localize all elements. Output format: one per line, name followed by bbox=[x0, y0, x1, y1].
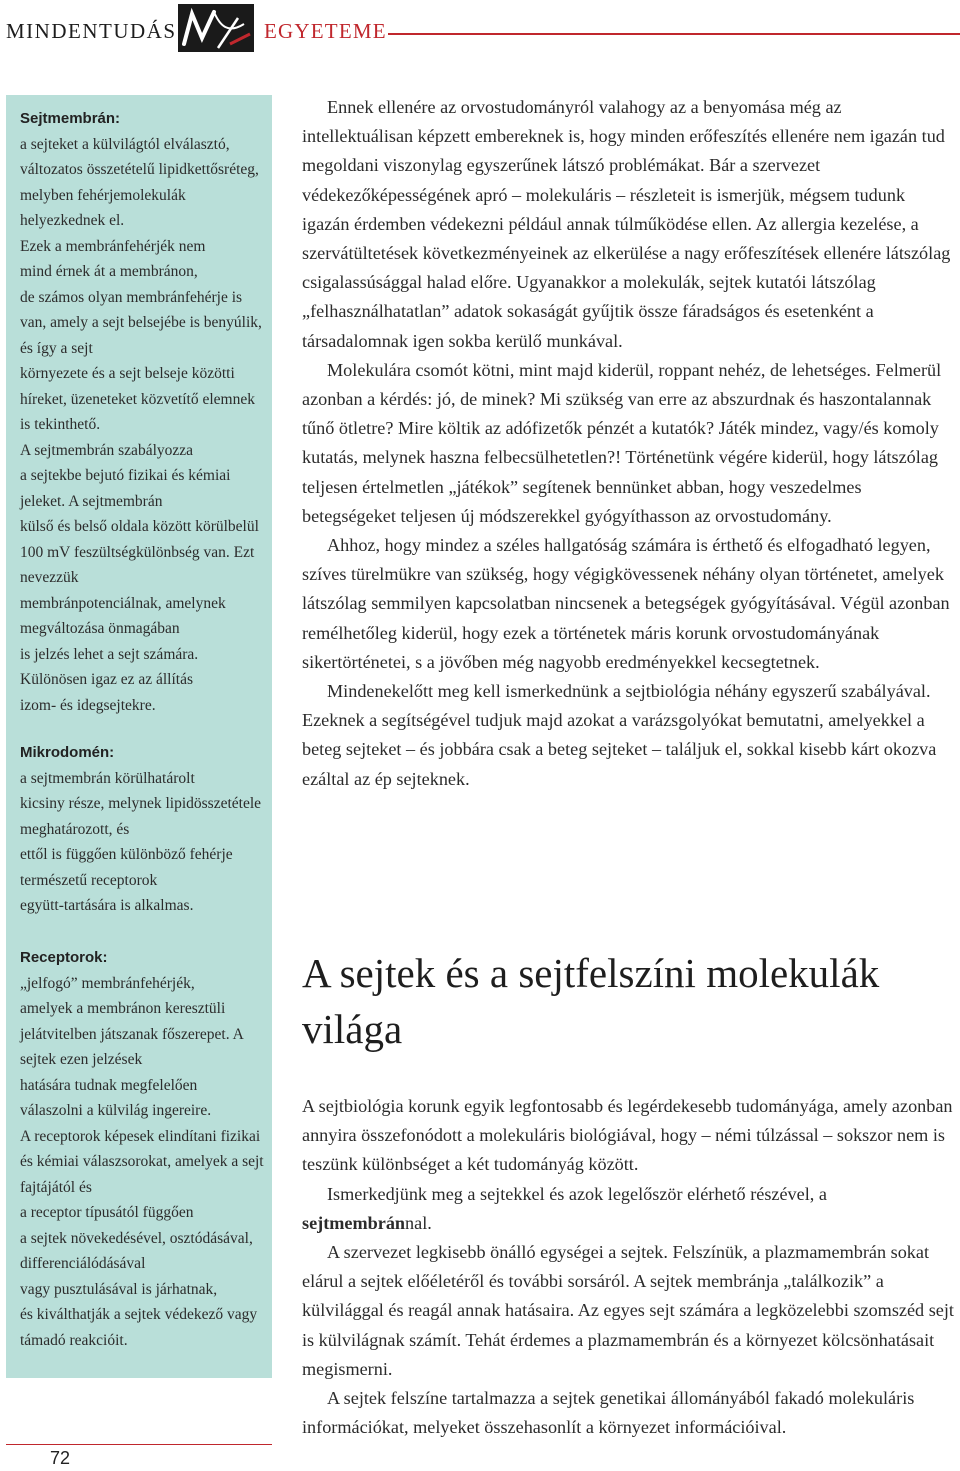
glossary-entry-mikrodomen bbox=[20, 740, 264, 919]
main-text-bottom bbox=[302, 1092, 956, 1442]
glossary-term: Sejtmembrán: bbox=[20, 110, 121, 127]
page-number: 72 bbox=[50, 1448, 71, 1468]
glossary-entry-receptorok bbox=[20, 945, 264, 1353]
glossary-entry-sejtmembran bbox=[20, 106, 264, 718]
body-paragraph: Ennek ellenére az orvostudományról valahogy az a benyomása még az intellektuálisan képzett embereknek is, hogy minden erőfeszítés ellenére nem igazán tud megoldani viszonylag egyszerűnek látszó problémákat. Bár a szervezet védekezőképességének apró – molekuláris – részleteit is ismerjük, mégsem tudunk igazán érdemben védekezni például annak túlműködése ellen. Az allergia kezelése, a szervátültetések következményeinek az elkerülése a nagy erőfeszítések ellenére látszólag csigalassúsággal halad előre. Ugyanakkor a molekulák, sejtek kutatói látszólag „felhasználhatatlan” adatok sokaságát gyűjtik össze fáradságos és esetenként a társadalomnak igen sokba kerülő munkával. bbox=[302, 97, 951, 351]
glossary-sidebar bbox=[6, 95, 272, 1378]
brand-right: EGYETEME bbox=[264, 19, 387, 43]
glossary-definition: a sejtmembrán körülhatárolt kicsiny része, melynek lipidösszetétele meghatározott, és ettől is függően különböző fehérje természetű receptorok együtt-tartására is alkalmas. bbox=[20, 769, 262, 914]
body-paragraph: A sejtbiológia korunk egyik legfontosabb és legérdekesebb tudományága, amely azonban annyira összefonódott a molekuláris biológiával, hogy – némi túlzással – sokszor nem is teszünk különbséget a két tudományág között. bbox=[302, 1096, 953, 1175]
body-paragraph: Mindenekelőtt meg kell ismerkednünk a sejtbiológia néhány egyszerű szabályával. Ezeknek a segítségével tudjuk majd azokat a varázsgolyókat bemutatni, amelyekkel a beteg sejteket – és jobbára csak a beteg sejteket – találjuk el, sokkal kisebb kárt okozva ezáltal az ép sejteknek. bbox=[302, 681, 937, 789]
main-text-top bbox=[302, 93, 956, 794]
page-header bbox=[0, 0, 960, 62]
glossary-term: Mikrodomén: bbox=[20, 744, 115, 761]
body-paragraph: A szervezet legkisebb önálló egységei a sejtek. Felszínük, a plazmamembrán sokat elárul a sejtek előéletéről és további sorsáról. A sejtek membránja „találkozik” a külvilággal és reagál annak hatásaira. Az egyes sejt számára a legközelebbi szomszéd sejt is külvilágnak számít. Tehát érdemes a plazmamembrán és a környezet kölcsönhatásait megismerni. bbox=[302, 1242, 954, 1379]
section-heading: A sejtek és a sejtfelszíni molekulák világa bbox=[302, 950, 880, 1052]
body-paragraph bbox=[302, 1180, 956, 1238]
footer-rule bbox=[6, 1444, 272, 1445]
glossary-definition: a sejteket a külvilágtól elválasztó, változatos összetételű lipidkettősréteg, melyben fehérjemolekulák helyezkednek el. Ezek a membránfehérjék nem mind érnek át a membránon, de számos olyan membránfehérje is van, amely a sejt belsejébe is benyúlik, és így a sejt környezete és a sejt belseje közötti híreket, üzeneteket közvetítő elemnek is tekinthető. A sejtmembrán szabályozza a sejtekbe bejutó fizikai és kémiai jeleket. A sejtmembrán külső és belső oldala között körülbelül 100 mV feszültségkülönbség van. Ezt nevezzük membránpotenciálnak, amelynek megváltozása önmagában is jelzés lehet a sejt számára. Különösen igaz ez az állítás izom- és idegsejtekre. bbox=[20, 135, 262, 714]
text-run: nal. bbox=[405, 1212, 432, 1233]
brand-left: MINDENTUDÁS bbox=[6, 19, 177, 43]
glossary-term: Receptorok: bbox=[20, 949, 108, 966]
body-paragraph: A sejtek felszíne tartalmazza a sejtek genetikai állományából fakadó molekuláris információkat, melyeket összehasonlít a környezet információival. bbox=[302, 1388, 915, 1438]
glossary-definition: „jelfogó” membránfehérjék, amelyek a membránon keresztüli jelátvitelben játszanak főszerepet. A sejtek ezen jelzések hatására tudnak megfelelően válaszolni a külvilág ingereire. A receptorok képesek elindítani fizikai és kémiai válaszsorokat, amelyek a sejt fajtájától és a receptor típusától függően a sejtek növekedésével, osztódásával, differenciálódásával vagy pusztulásával is járhatnak, és kiválthatják a sejtek védekező vagy támadó reakcióit. bbox=[20, 974, 264, 1349]
body-paragraph: Ahhoz, hogy mindez a széles hallgatóság számára is érthető és elfogadható legyen, szíves türelmükre van szükség, hogy végigkövessenek néhány olyan történetet, amelyek látszólag semmilyen kapcsolatban nincsenek a betegségek gyógyításával. Végül azonban remélhetőleg kiderül, hogy ezek a történetek máris korunk orvostudományának sikertörténetei, s a jövőben még nagyobb eredményekkel kecsegtetnek. bbox=[302, 535, 950, 672]
emphasized-term: sejtmembrán bbox=[302, 1212, 406, 1233]
text-run: Ismerkedjünk meg a sejtekkel és azok legelőször elérhető részével, a bbox=[327, 1183, 827, 1204]
body-paragraph: Molekulára csomót kötni, mint majd kiderül, roppant nehéz, de lehetséges. Felmerül azonban a kérdés: jó, de minek? Mi szükség van erre az abszurdnak és haszontalannak tűnő ötletre? Mire költik az adófizetők pénzét a kutatók? Játék mindez, vagy/és komoly kutatás, melynek haszna felbecsülhetetlen?! Történetünk végére kiderül, hogy látszólag teljesen értelmetlen „játékok” segítenek bennünket abban, hogy veszedelmes betegségeket teljesen új módszerekkel gyógyíthasson az orvostudomány. bbox=[302, 359, 942, 526]
brand-logo-icon bbox=[178, 4, 254, 52]
header-rule bbox=[388, 33, 960, 35]
